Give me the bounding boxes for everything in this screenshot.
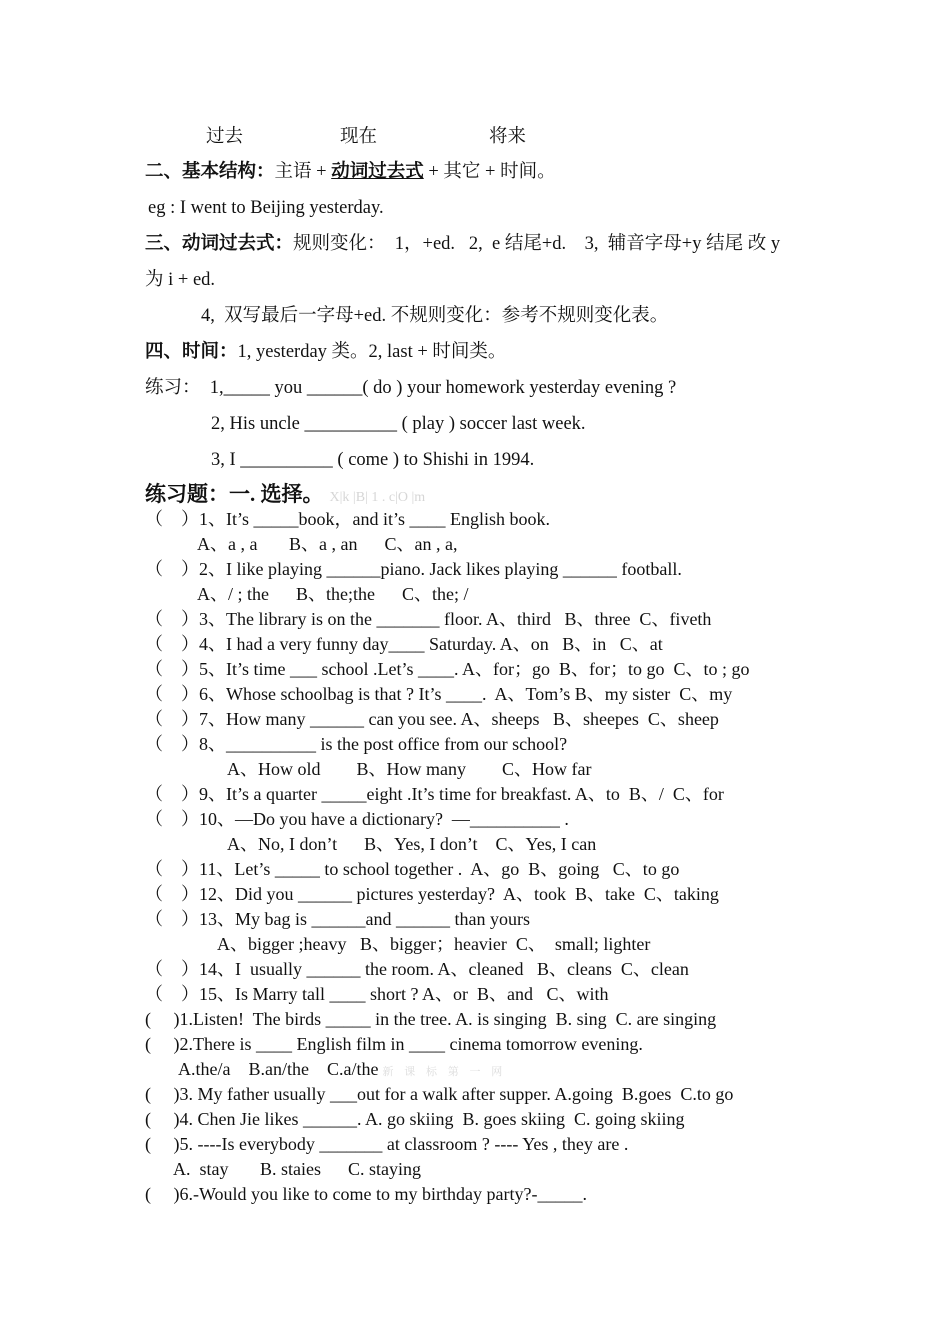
example-sentence: eg : I went to Beijing yesterday.	[148, 198, 384, 218]
timeline-present: 现在	[340, 127, 378, 147]
question-line: （ ）4、I had a very funny day____ Saturday. A、on B、in C、at	[145, 634, 663, 654]
question-options: A、bigger ;heavy B、bigger；heavier C、 small; lighter	[217, 934, 651, 954]
watermark: 新 课 标 第 一 网	[382, 1066, 507, 1078]
question-line: （ ）5、It’s time ___ school .Let’s ____. A、for；go B、for；to go C、to ; go	[145, 659, 750, 679]
question-line: ( )1.Listen! The birds _____ in the tree. A. is singing B. sing C. are singing	[145, 1009, 717, 1029]
question-line: ( )4. Chen Jie likes ______. A. go skiing B. goes skiing C. going skiing	[145, 1109, 685, 1129]
question-line: （ ）2、I like playing ______piano. Jack likes playing ______ football.	[145, 559, 682, 579]
watermark: X|k |B| 1 . c|O |m	[329, 490, 426, 505]
section-text: 主语 +	[274, 162, 332, 182]
question-options: A、No, I don’t B、Yes, I don’t C、Yes, I can	[227, 834, 597, 854]
section-text-continued: 为 i + ed.	[145, 270, 216, 290]
question-line: （ ）7、How many ______ can you see. A、sheeps B、sheepes C、sheep	[145, 709, 719, 729]
question-line: （ ）10、—Do you have a dictionary? —__________ .	[145, 809, 569, 829]
practice-line: 3, I __________ ( come ) to Shishi in 1994.	[211, 450, 535, 470]
question-options: A、How old B、How many C、How far	[227, 759, 592, 779]
question-line: （ ）13、My bag is ______and ______ than yours	[145, 909, 530, 929]
question-line: （ ）6、Whose schoolbag is that ? It’s ____. A、Tom’s B、my sister C、my	[145, 684, 733, 704]
practice-line: 练习： 1,_____ you ______( do ) your homework yesterday evening ?	[145, 378, 677, 398]
section-text: 规则变化： 1，+ed. 2, e 结尾+d. 3, 辅音字母+y 结尾 改 y	[293, 234, 781, 254]
section-basic-structure	[145, 160, 556, 184]
question-line: ( )2.There is ____ English film in ____ cinema tomorrow evening.	[145, 1034, 643, 1054]
options-text: A.the/a B.an/the C.a/the	[178, 1059, 379, 1079]
question-options	[178, 1058, 506, 1083]
question-options: A、/ ; the B、the;the C、the; /	[197, 584, 469, 604]
question-line: （ ）3、The library is on the _______ floor. A、third B、three C、fiveth	[145, 609, 712, 629]
exercises-title	[145, 481, 425, 511]
question-line: （ ）15、Is Marry tall ____ short ? A、or B、and C、with	[145, 984, 609, 1004]
question-line: ( )6.-Would you like to come to my birthday party?-_____.	[145, 1184, 587, 1204]
question-line: （ ）9、It’s a quarter _____eight .It’s time for breakfast. A、to B、/ C、for	[145, 784, 724, 804]
timeline-past: 过去	[206, 127, 244, 147]
question-options: A、a , a B、a , an C、an , a,	[197, 534, 458, 554]
exercises-title-text: 练习题：一. 选择。	[145, 482, 324, 506]
keyword-past-verb: 动词过去式	[331, 162, 424, 182]
question-line: ( )3. My father usually ___out for a walk after supper. A.going B.goes C.to go	[145, 1084, 734, 1104]
section-label: 二、基本结构：	[145, 162, 275, 182]
question-line: （ ）14、I usually ______ the room. A、cleaned B、cleans C、clean	[145, 959, 689, 979]
question-line: （ ）1、It’s _____book，and it’s ____ English book.	[145, 509, 550, 529]
section-text: 1, yesterday 类。2, last + 时间类。	[237, 342, 507, 362]
section-text-rule4: 4, 双写最后一字母+ed. 不规则变化：参考不规则变化表。	[201, 306, 669, 326]
question-line: （ ）12、Did you ______ pictures yesterday? A、took B、take C、taking	[145, 884, 719, 904]
section-label: 四、时间：	[145, 342, 238, 362]
timeline-future: 将来	[489, 127, 527, 147]
section-past-verb-forms	[145, 232, 780, 256]
question-line: ( )5. ----Is everybody _______ at classroom ? ---- Yes , they are .	[145, 1134, 629, 1154]
question-line: （ ）11、Let’s _____ to school together . A、go B、going C、to go	[145, 859, 680, 879]
question-options: A. stay B. staies C. staying	[173, 1159, 421, 1179]
section-text: + 其它 + 时间。	[423, 162, 556, 182]
section-label: 三、动词过去式：	[145, 234, 294, 254]
practice-line: 2, His uncle __________ ( play ) soccer last week.	[211, 414, 586, 434]
section-time	[145, 340, 506, 364]
question-line: （ ）8、__________ is the post office from our school?	[145, 734, 568, 754]
